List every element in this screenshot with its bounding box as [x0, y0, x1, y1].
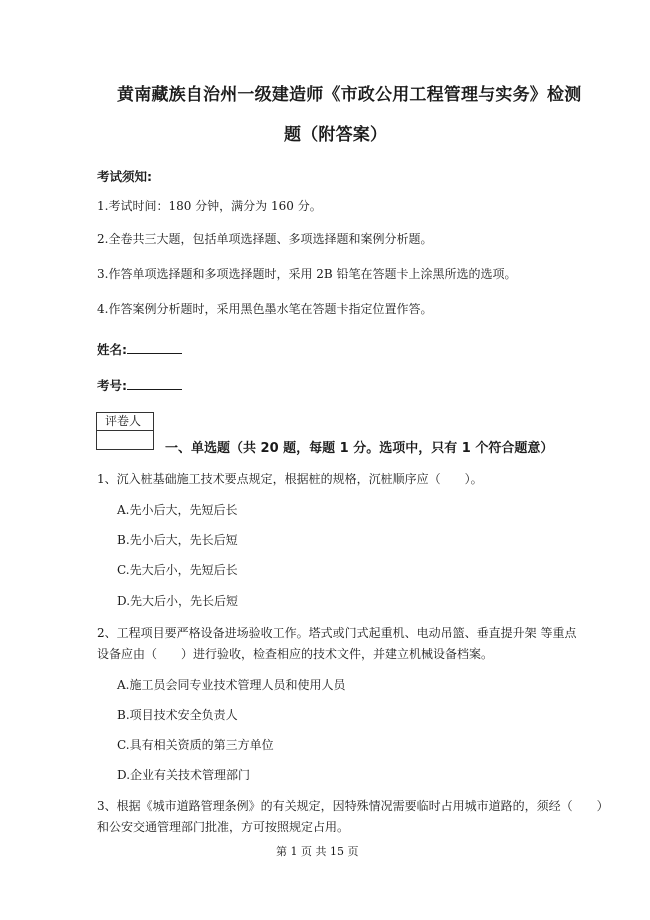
option: C.先大后小，先短后长	[117, 563, 238, 577]
option: A.先小后大，先短后长	[117, 503, 238, 517]
option: B.项目技术安全负责人	[117, 708, 238, 722]
option: B.先小后大，先长后短	[117, 533, 238, 547]
exam-id-field	[97, 376, 182, 394]
doc-title-line2: 题（附答案）	[284, 125, 388, 145]
question-stem: 设备应由（ ）进行验收，检查相应的技术文件，并建立机械设备档案。	[97, 647, 494, 661]
question-stem: 和公安交通管理部门批准，方可按照规定占用。	[97, 820, 350, 834]
option: D.企业有关技术管理部门	[117, 768, 251, 782]
name-label: 姓名:	[97, 342, 127, 357]
grader-box	[96, 412, 154, 450]
grader-label: 评卷人	[97, 413, 153, 431]
question-stem: 3、根据《城市道路管理条例》的有关规定，因特殊情况需要临时占用城市道路的，须经（ ）	[97, 799, 609, 813]
exam-id-label: 考号:	[97, 378, 127, 393]
notice-heading: 考试须知:	[97, 169, 152, 184]
option: C.具有相关资质的第三方单位	[117, 738, 274, 752]
notice-item: 3.作答单项选择题和多项选择题时，采用 2B 铅笔在答题卡上涂黑所选的选项。	[97, 267, 517, 281]
name-blank[interactable]	[127, 340, 182, 354]
question-stem: 2、工程项目要严格设备进场验收工作。塔式或门式起重机、电动吊篮、垂直提升架 等重点	[97, 626, 577, 640]
option: A.施工员会同专业技术管理人员和使用人员	[117, 678, 346, 692]
exam-id-blank[interactable]	[127, 376, 182, 390]
doc-title-line1: 黄南藏族自治州一级建造师《市政公用工程管理与实务》检测	[117, 85, 582, 105]
section-title: 一、单选题（共 20 题，每题 1 分。选项中，只有 1 个符合题意）	[165, 441, 554, 456]
name-field	[97, 340, 182, 358]
notice-item: 1.考试时间：180 分钟，满分为 160 分。	[97, 199, 322, 213]
option: D.先大后小，先长后短	[117, 594, 239, 608]
question-stem: 1、沉入桩基础施工技术要点规定，根据桩的规格，沉桩顺序应（ ）。	[97, 472, 483, 486]
notice-item: 4.作答案例分析题时，采用黑色墨水笔在答题卡指定位置作答。	[97, 302, 433, 316]
page-footer: 第 1 页 共 15 页	[276, 845, 359, 858]
notice-item: 2.全卷共三大题，包括单项选择题、多项选择题和案例分析题。	[97, 232, 433, 246]
